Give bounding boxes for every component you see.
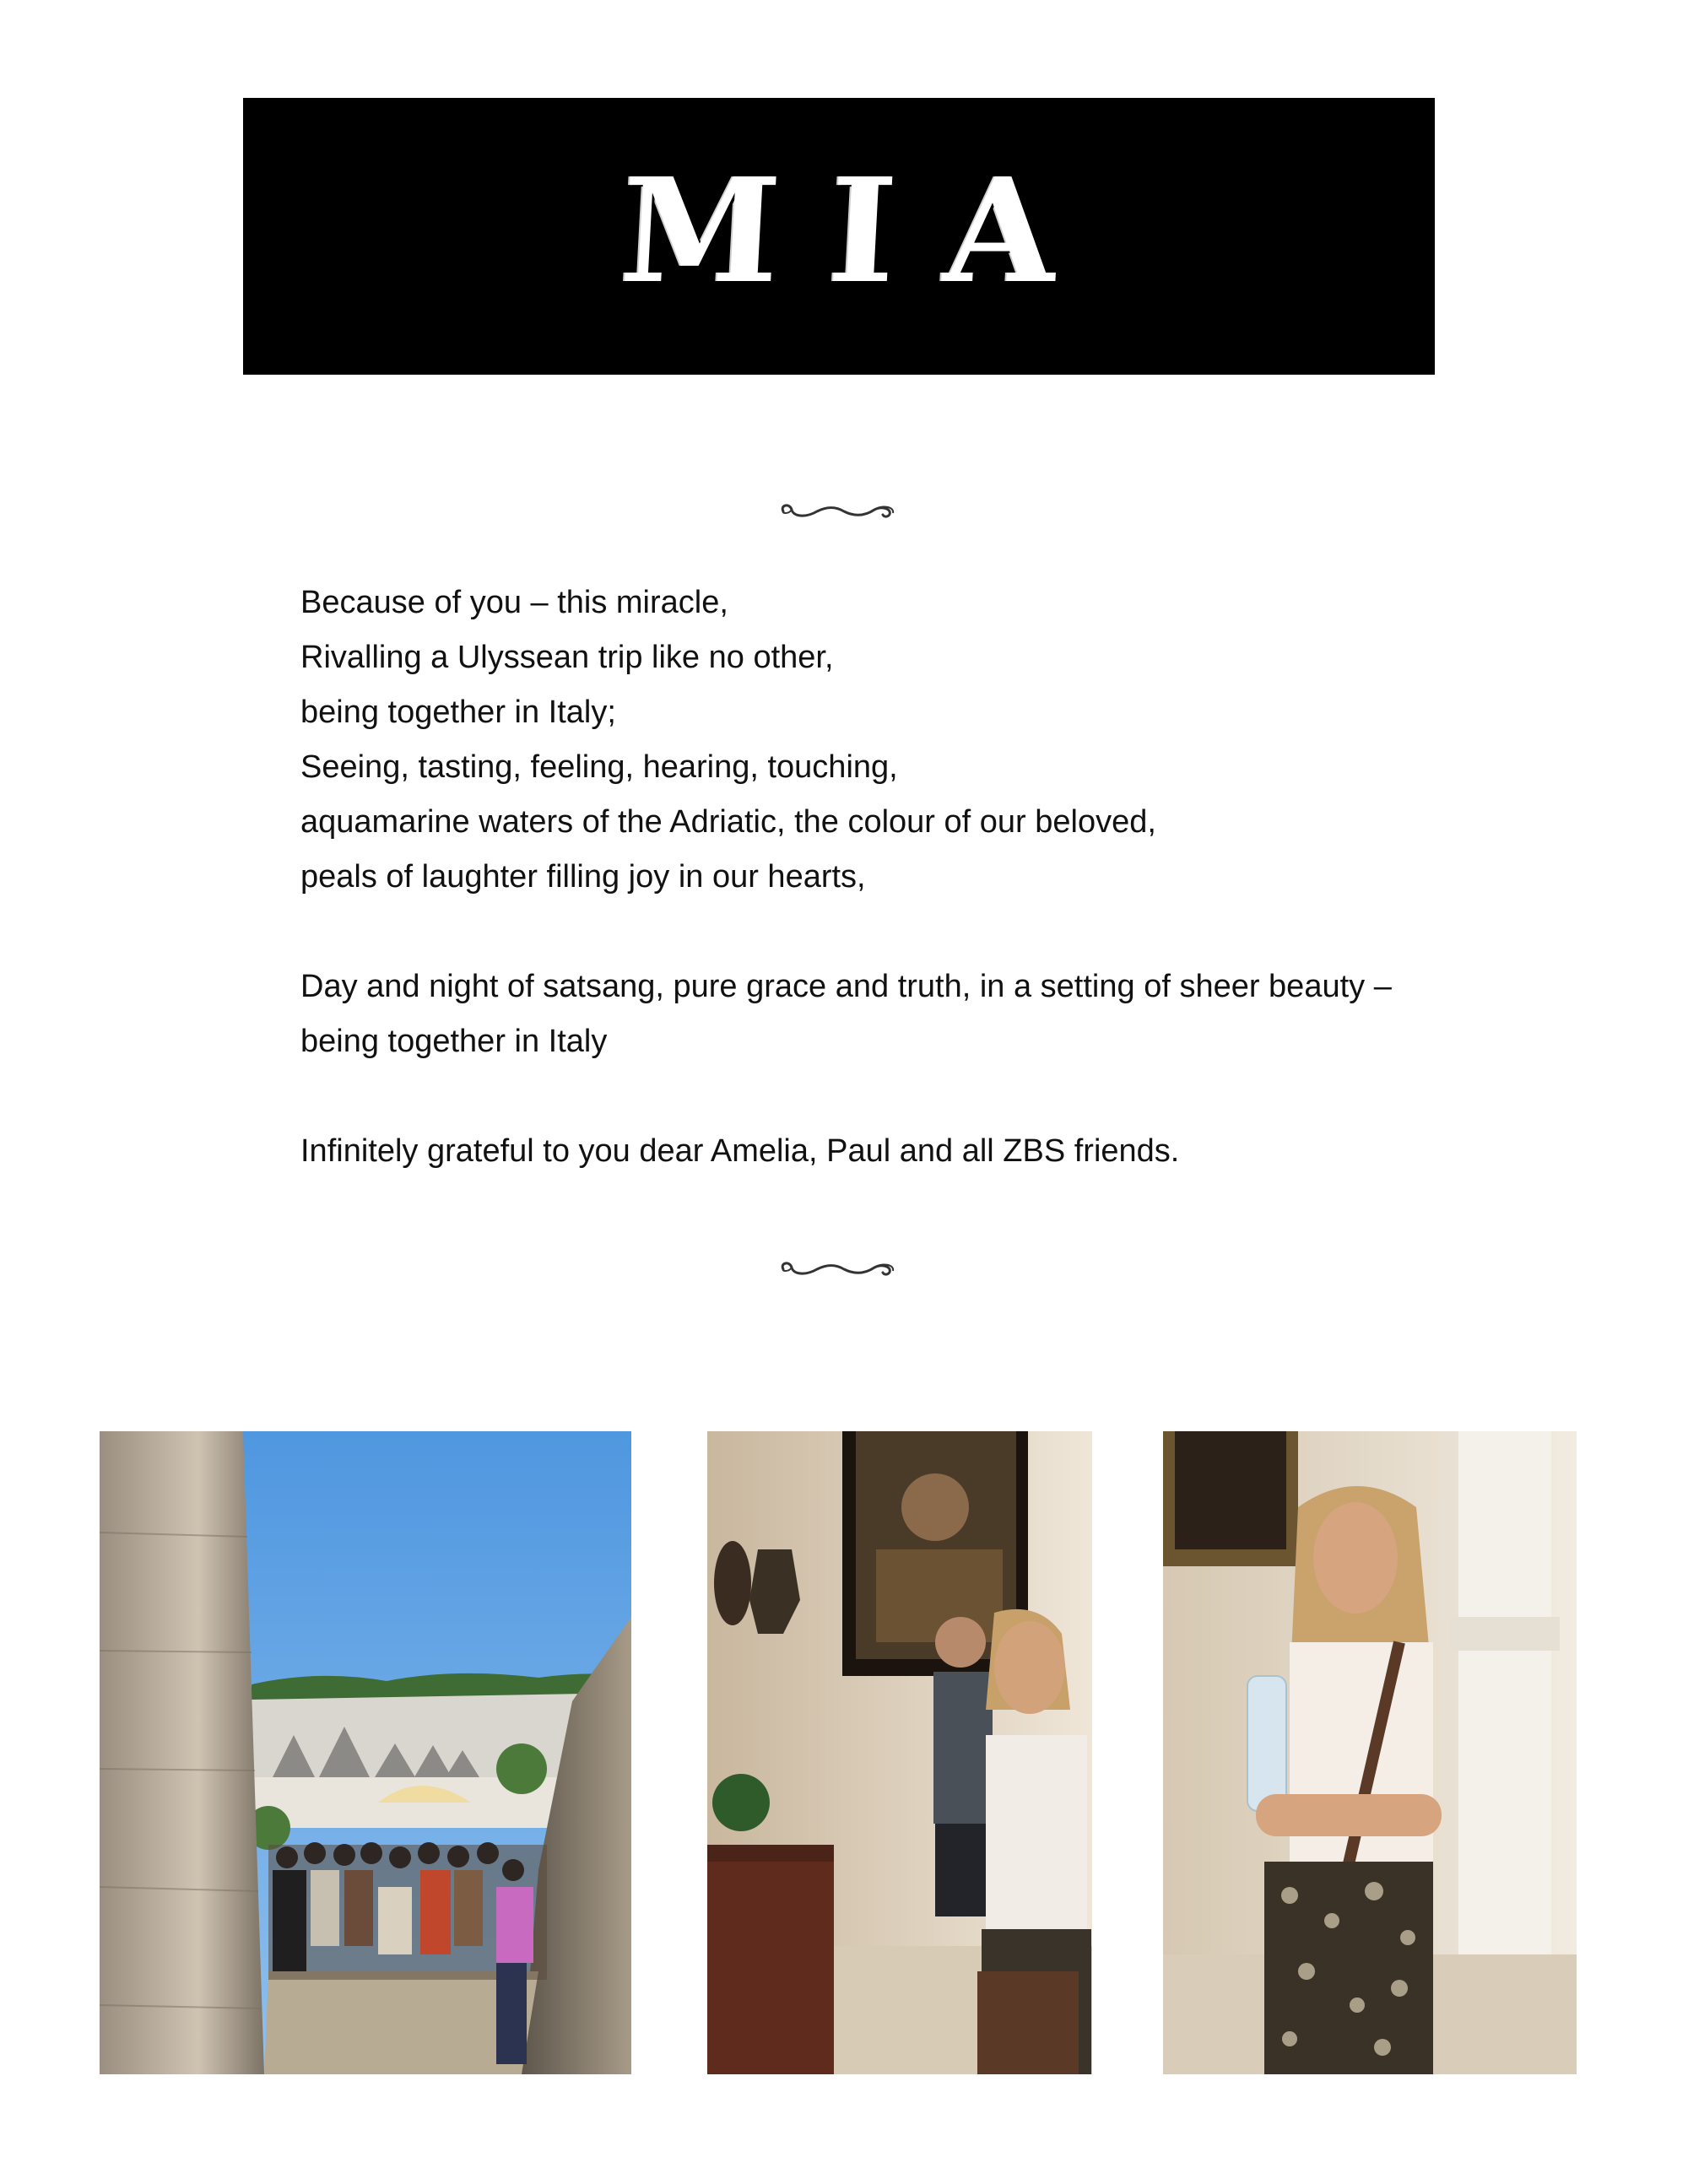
photo-woman-bottle xyxy=(1163,1431,1577,2074)
poem-line: peals of laughter filling joy in our hearts, xyxy=(300,859,866,895)
poem-line: Day and night of satsang, pure grace and truth, in a setting of sheer beauty – xyxy=(300,969,1392,1004)
stanza-gap xyxy=(300,1069,1482,1124)
top-flourish-icon xyxy=(776,500,900,525)
title-banner xyxy=(243,98,1435,375)
poem-line: Seeing, tasting, feeling, hearing, touching, xyxy=(300,749,898,785)
poem-line: aquamarine waters of the Adriatic, the colour of our beloved, xyxy=(300,804,1156,840)
photo-church-couple xyxy=(707,1431,1092,2074)
poem-line: being together in Italy xyxy=(300,1024,608,1059)
poem xyxy=(300,576,1482,1179)
poem-line: Infinitely grateful to you dear Amelia, Paul and all ZBS friends. xyxy=(300,1133,1180,1169)
page-title: MIA xyxy=(616,147,1111,316)
bottom-flourish-icon xyxy=(776,1257,900,1283)
photo-group-alberobello xyxy=(100,1431,631,2074)
poem-line: Rivalling a Ulyssean trip like no other, xyxy=(300,640,834,675)
poem-line: Because of you – this miracle, xyxy=(300,585,728,620)
stanza-gap xyxy=(300,905,1482,960)
poem-line: being together in Italy; xyxy=(300,695,616,730)
